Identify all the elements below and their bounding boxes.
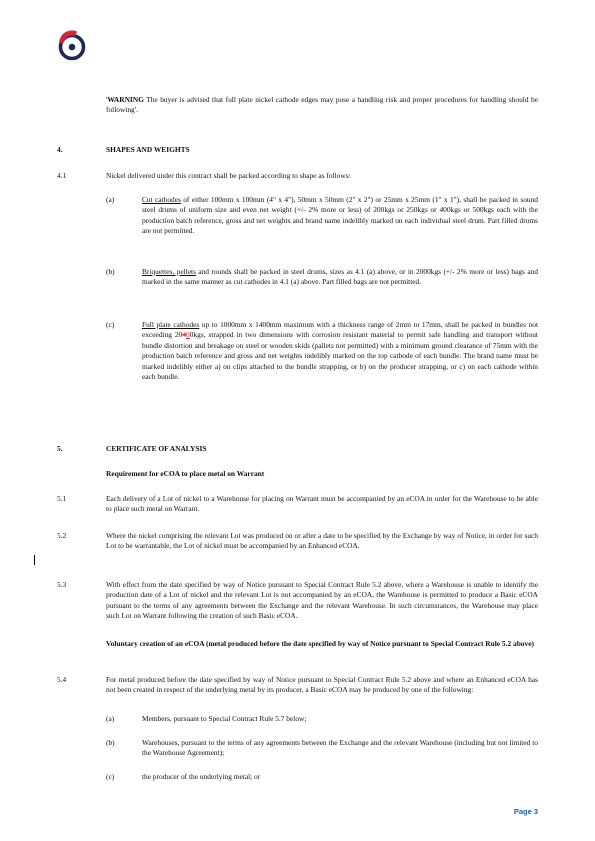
clause-5-4-b-text: Warehouses, pursuant to the terms of any agreements between the Exchange and the relevant Warehouse (including but not limited to the Warehouse Agreement); xyxy=(142,738,538,758)
tracked-insertion: 0 xyxy=(186,330,190,340)
clause-4-1-text: Nickel delivered under this contract shall be packed according to shape as follows: xyxy=(106,171,351,180)
clause-4-1-c-label: (c) xyxy=(106,320,115,329)
clause-5-4-number: 5.4 xyxy=(57,675,67,684)
section-5-number: 5. xyxy=(57,444,63,453)
clause-5-3-number: 5.3 xyxy=(57,580,67,589)
clause-4-1-a-label: (a) xyxy=(106,195,115,204)
warning-paragraph: 'WARNING The buyer is advised that full plate nickel cathode edges may pose a handling risk and proper procedures for handling should be following'. xyxy=(106,95,538,115)
clause-4-1-number: 4.1 xyxy=(57,171,67,180)
tracked-deletion: 4 xyxy=(182,330,187,340)
clause-5-4-text: For metal produced before the date specified by way of Notice pursuant to Special Contract Rule 5.2 above and where an Enhanced eCOA has not been created in respect of the underlying metal by its producer, a Basic eCOA may be produced by one of the following: xyxy=(106,675,538,695)
clause-5-4-b-label: (b) xyxy=(106,738,115,747)
company-logo xyxy=(55,28,89,62)
clause-5-3-text: With effect from the date specified by way of Notice pursuant to Special Contract Rule 5.2 above, where a Warehouse is unable to identify the production date of a Lot of nickel and the relevant Lot is not accompanied by an eCOA, the Warehouse is permitted to produce a Basic eCOA pursuant to the terms of any agreements between the Exchange and the relevant Warehouse. In such circumstances, the Warehouse may place such Lot on Warrant following the creation of such Basic eCOA. xyxy=(106,580,538,621)
logo-dot xyxy=(69,44,76,51)
clause-5-4-c-label: (c) xyxy=(106,772,115,781)
warning-label: WARNING xyxy=(107,95,144,104)
clause-5-4-a-label: (a) xyxy=(106,714,115,723)
clause-4-1-b-label: (b) xyxy=(106,267,115,276)
clause-4-1-c-text: Full plate cathodes up to 1000mm x 1400mm maximum with a thickness range of 2mm to 17mm, shall be packed in bundles not exceeding 20400kgs, strapped in two dimensions with corrosion resistant material to permit safe handling and transport without bundle distortion and breakage on steel or wooden skids (pallets not permitted) with a minimum ground clearance of 75mm with the production batch reference and gross and net weights indelibly marked on the top cathode of each bundle. The brand name must be marked indelibly either a) on clips attached to the bundle strapping, or b) on the producer strapping, or c) on each cathode within each bundle. xyxy=(142,320,538,382)
section-4-heading: SHAPES AND WEIGHTS xyxy=(106,145,190,154)
clause-5-2-text: Where the nickel comprising the relevant Lot was produced on or after a date to be specified by the Exchange by way of Notice, in order for such Lot to be warrantable, the Lot of nickel must be accompanied by an Enhanced eCOA. xyxy=(106,531,538,551)
briquettes-term: Briquettes, pellets xyxy=(142,267,196,276)
section-5-subheading-2: Voluntary creation of an eCOA (metal produced before the date specified by way of Notice pursuant to Special Contract Rule 5.2 above) xyxy=(106,639,534,648)
clause-5-1-text: Each delivery of a Lot of nickel to a Warehouse for placing on Warrant must be accompanied by an eCOA in order for the Warehouse to be able to place such metal on Warrant. xyxy=(106,494,538,514)
page-number: Page 3 xyxy=(513,807,538,816)
clause-4-1-a-text: Cut cathodes of either 100mm x 100mm (4" x 4"), 50mm x 50mm (2" x 2") or 25mm x 25mm (1" x 1"), shall be packed in sound steel drums of uniform size and even net weight (+/- 2% more or less) of 200kgs or 250kgs or 400kgs or 500kgs each with the production batch reference, gross and net weights and brand name indelibly marked on each individual steel drum. Part filled drums are not permitted. xyxy=(142,195,538,236)
section-4-number: 4. xyxy=(57,145,63,154)
clause-5-1-number: 5.1 xyxy=(57,494,67,503)
section-5-heading: CERTIFICATE OF ANALYSIS xyxy=(106,444,207,453)
clause-5-2-number: 5.2 xyxy=(57,531,67,540)
change-bar xyxy=(34,555,35,565)
section-5-subheading-1: Requirement for eCOA to place metal on Warrant xyxy=(106,469,265,478)
clause-5-4-a-text: Members, pursuant to Special Contract Rule 5.7 below; xyxy=(142,714,307,723)
clause-5-4-c-text: the producer of the underlying metal; or xyxy=(142,772,261,781)
clause-4-1-b-text: Briquettes, pellets and rounds shall be packed in steel drums, sizes as 4.1 (a) above, or in 2000kgs (+/- 2% more or less) bags and marked in the same manner as cut cathodes in 4.1 (a) above. Part filled bags are not permitted. xyxy=(142,267,538,287)
cut-cathodes-term: Cut cathodes xyxy=(142,195,181,204)
full-plate-cathodes-term: Full plate cathodes xyxy=(142,320,200,329)
